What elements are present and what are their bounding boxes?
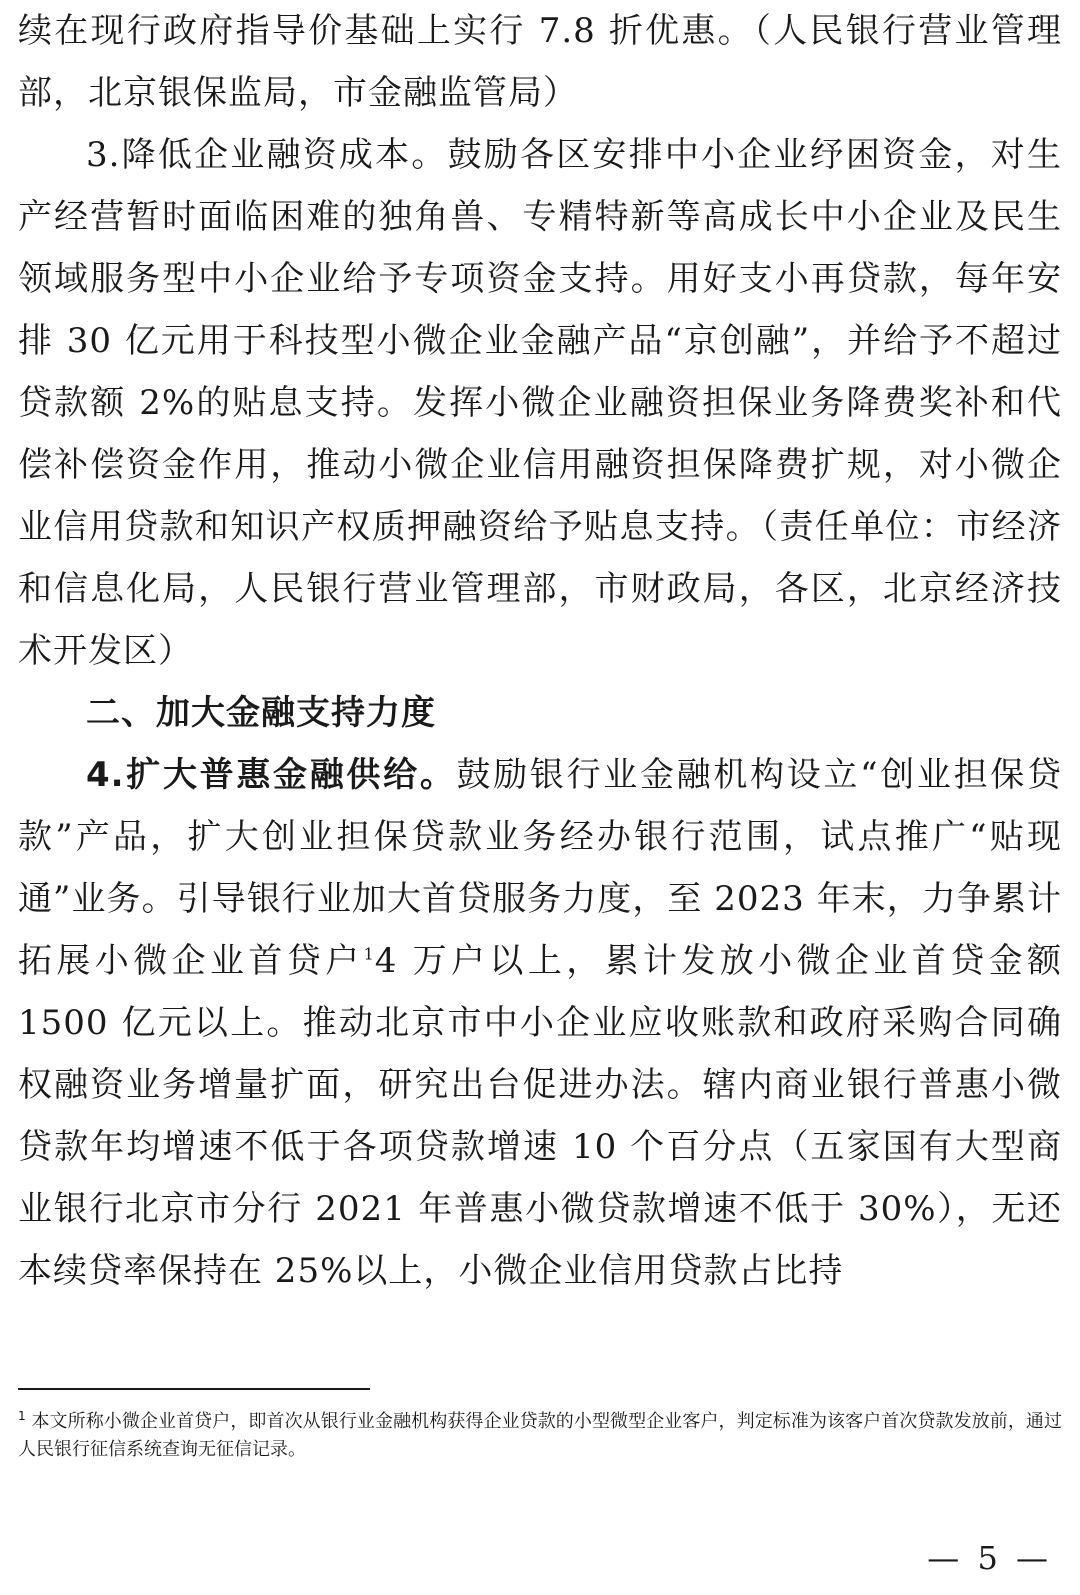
footnote-text: 本文所称小微企业首贷户，即首次从银行业金融机构获得企业贷款的小型微型企业客户，判定标准为该客户首次贷款发放前，通过人民银行征信系统查询无征信记录。 <box>18 1411 1062 1460</box>
paragraph-item-3: 3.降低企业融资成本。鼓励各区安排中小企业纾困资金，对生产经营暂时面临困难的独角兽、专精特新等高成长中小企业及民生领域服务型中小企业给予专项资金支持。用好支小再贷款，每年安排 30 亿元用于科技型小微企业金融产品“京创融”，并给予不超过贷款额 2%的贴息支持。发挥小微企业融资担保业务降费奖补和代偿补偿资金作用，推动小微企业信用融资担保降费扩规，对小微企业信用贷款和知识产权质押融资给予贴息支持。（责任单位：市经济和信息化局，人民银行营业管理部，市财政局，各区，北京经济技术开发区） <box>18 135 1062 671</box>
footnote-reference[interactable]: 1 <box>363 944 375 964</box>
page-number: — 5 — <box>927 1539 1052 1577</box>
document-page <box>18 0 1062 1595</box>
paragraph-continuation: 续在现行政府指导价基础上实行 7.8 折优惠。（人民银行营业管理部，北京银保监局，市金融监管局） <box>18 11 1062 113</box>
item-4-text-part1: 鼓励银行业金融机构设立“创业担保贷款”产品，扩大创业担保贷款业务经办银行范围，试点推广“贴现通”业务。引导银行业加大首贷服务力度，至 2023 年末，力争累计拓展小微企业首贷户 <box>18 755 1062 981</box>
item-4-text-part2: 4 万户以上，累计发放小微企业首贷金额 1500 亿元以上。推动北京市中小企业应收账款和政府采购合同确权融资业务增量扩面，研究出台促进办法。辖内商业银行普惠小微贷款年均增速不低于各项贷款增速 10 个百分点（五家国有大型商业银行北京市分行 2021 年普惠小微贷款增速不低于 30%），无还本续贷率保持在 25%以上，小微企业信用贷款占比持 <box>18 941 1062 1291</box>
item-4-lead: 4.扩大普惠金融供给。 <box>86 755 457 795</box>
section-heading-2: 二、加大金融支持力度 <box>86 693 436 733</box>
footnote-divider <box>18 1388 370 1390</box>
paragraph-item-4 <box>18 744 1062 1302</box>
footnote <box>18 1408 1062 1464</box>
footnote-mark: 1 <box>18 1409 26 1423</box>
body-text <box>18 0 1062 1302</box>
